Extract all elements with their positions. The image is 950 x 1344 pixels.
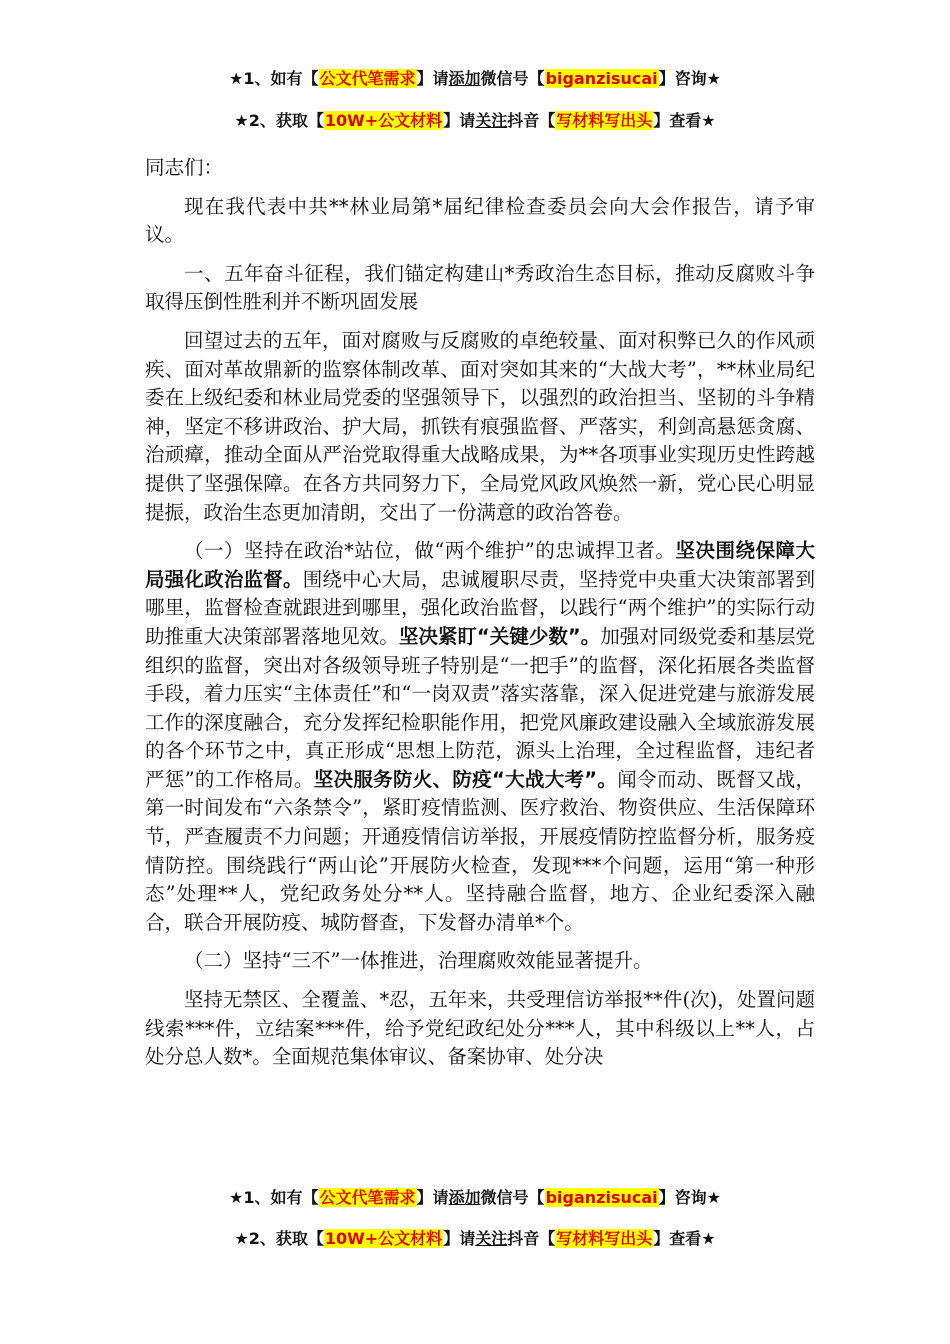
banner-text: 】咨询★ [658,69,721,88]
highlight-text: 公文代笔需求 [319,69,416,88]
ad-banner-top-1 [0,68,950,90]
subheading-text: （一）坚持在政治*站位，做“两个维护”的忠诚捍卫者。 [184,539,676,563]
star-text: ★1、如有【 [229,69,319,88]
underlined-text: 添加 [448,1188,481,1207]
paragraph-political-stance [145,537,815,937]
section-heading-1: 一、五年奋斗征程，我们锚定构建山*秀政治生态目标，推动反腐败斗争取得压倒性胜利并不断巩固发展 [145,261,815,314]
banner-text: 】请 [416,1188,449,1207]
banner-text: ★1、如有【 [229,1188,319,1207]
bold-lead: 坚决紧盯“关键少数”。 [398,624,601,648]
banner-text: 抖音【 [507,1229,556,1248]
highlight-text: biganzisucai [545,1188,658,1207]
bold-lead: 坚决围绕保障大局强化政治监督。 [145,539,815,591]
banner-text: 】请 [443,111,476,130]
section-heading-2: （二）坚持“三不”一体推进，治理腐败效能显著提升。 [184,949,653,973]
salutation: 同志们： [145,156,224,179]
ad-banner-bottom-1 [0,1187,950,1209]
banner-text: 】请 [443,1229,476,1248]
underlined-text: 添加 [448,69,481,88]
paragraph-review: 回望过去的五年，面对腐败与反腐败的卓绝较量、面对积弊已久的作风顽疾、面对革故鼎新的监察体制改革、面对突如其来的“大战大考”，**林业局纪委在上级纪委和林业局党委的坚强领导下，以强烈的政治担当、坚韧的斗争精神，坚定不移讲政治、护大局，抓铁有痕强监督、严落实，利剑高悬惩贪腐、治顽瘴，推动全面从严治党取得重大战略成果，为**各项事业实现历史性跨越提供了坚强保障。在各方共同努力下，全局党风政风焕然一新，党心民心明显提振，政治生态更加清朗，交出了一份满意的政治答卷。 [145,328,815,524]
paragraph-three-no: 坚持无禁区、全覆盖、*忍，五年来，共受理信访举报**件(次)，处置问题线索***件，立结案***件，给予党纪政纪处分***人，其中科级以上**人，占处分总人数*。全面规范集体审议、备案协审、处分决 [145,988,815,1069]
banner-text: ★2、获取【 [234,1229,324,1248]
ad-banner-bottom-2 [0,1228,950,1250]
underlined-text: 关注 [475,1229,508,1248]
document-body [145,154,815,1176]
banner-text: 】咨询★ [658,1188,721,1207]
highlight-text: 写材料写出头 [556,111,653,130]
paragraph-intro: 现在我代表中共**林业局第*届纪律检查委员会向大会作报告，请予审议。 [145,194,815,247]
banner-text: 微信号【 [480,69,545,88]
highlight-text: biganzisucai [545,69,658,88]
banner-text: 微信号【 [480,1188,545,1207]
paragraph-text: 闻令而动、既督又战，第一时间发布“六条禁令”，紧盯疫情监测、医疗救治、物资供应、生活保障环节，严查履责不力问题；开通疫情信访举报，开展疫情防控监督分析，服务疫情防控。围绕践行“两山论”开展防火检查，发现***个问题，运用“第一种形态”处理**人，党纪政务处分**人。坚持融合监督，地方、企业纪委深入融合，联合开展防疫、城防督查，下发督办清单*个。 [145,767,815,934]
bold-lead: 坚决服务防火、防疫“大战大考”。 [313,767,618,791]
underlined-text: 关注 [475,111,508,130]
paragraph-text: 加强对同级党委和基层党组织的监督，突出对各级领导班子特别是“一把手”的监督，深化拓展各类监督手段，着力压实“主体责任”和“一岗双责”落实落靠，深入促进党建与旅游发展工作的深度融合，充分发挥纪检职能作用，把党风廉政建设融入全域旅游发展的各个环节之中，真正形成“思想上防范，源头上治理，全过程监督，违纪者严惩”的工作格局。 [145,624,815,791]
banner-text: 】查看★ [653,111,716,130]
ad-banner-top-2 [0,110,950,132]
highlight-text: 写材料写出头 [556,1229,653,1248]
highlight-text: 公文代笔需求 [319,1188,416,1207]
banner-text: 】请 [416,69,449,88]
paragraph-text: 围绕中心大局，忠诚履职尽责，坚持党中央重大决策部署到哪里，监督检查就跟进到哪里，强化政治监督，以践行“两个维护”的实际行动助推重大决策部署落地见效。 [145,567,815,648]
banner-text: 】查看★ [653,1229,716,1248]
highlight-text: 10W+公文材料 [324,111,443,130]
banner-text: ★2、获取【 [234,111,324,130]
banner-text: 抖音【 [507,111,556,130]
highlight-text: 10W+公文材料 [324,1229,443,1248]
